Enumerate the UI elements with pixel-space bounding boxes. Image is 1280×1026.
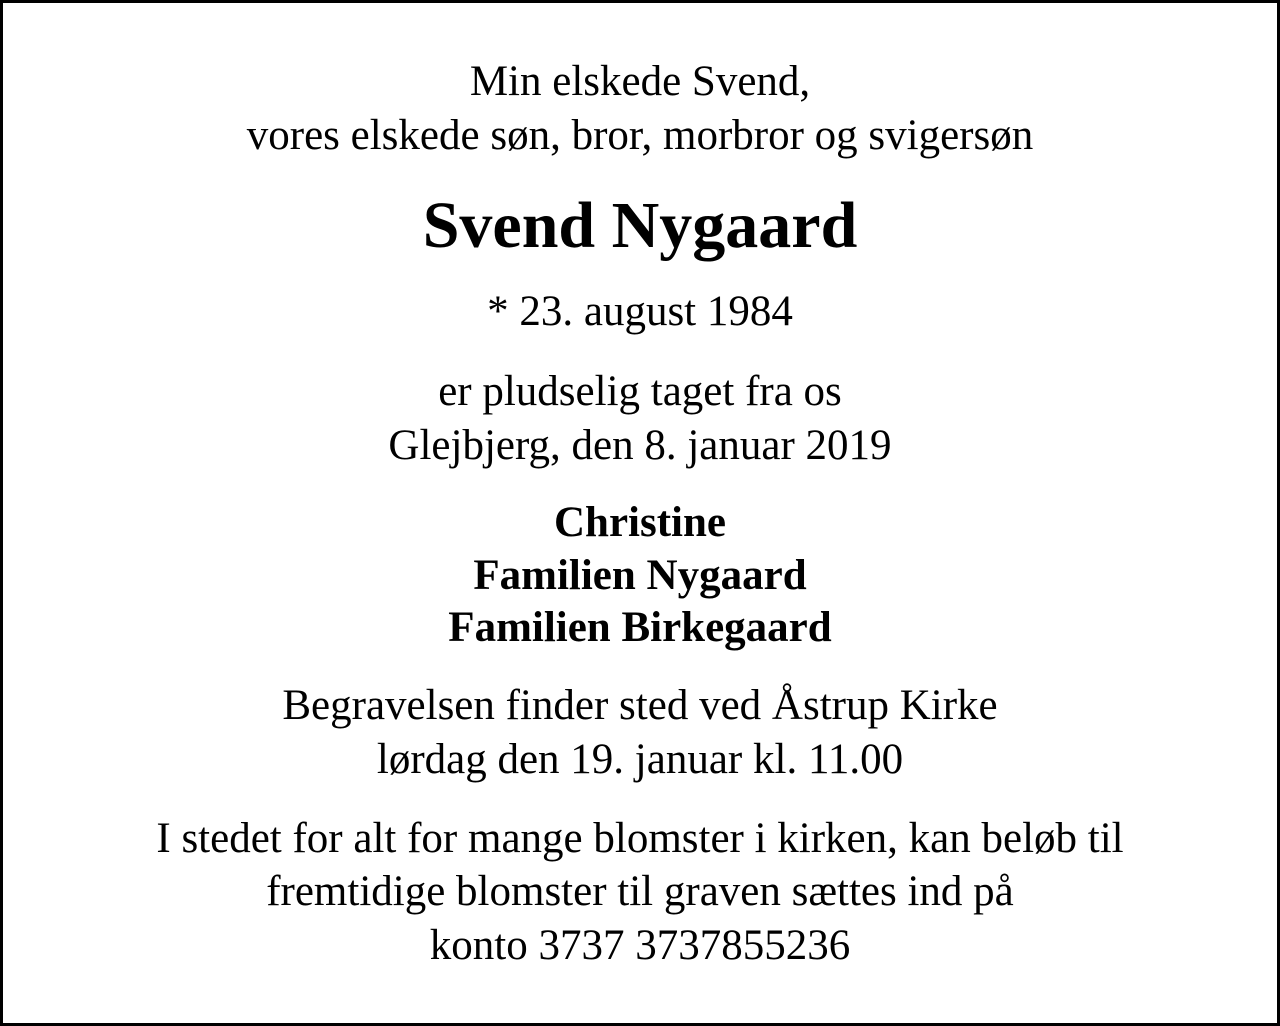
flowers-line-2: fremtidige blomster til graven sættes ind på bbox=[266, 868, 1014, 915]
intro-line-1: Min elskede Svend, bbox=[469, 58, 811, 105]
flowers-line-1: I stedet for alt for mange blomster i kirken, kan beløb til bbox=[156, 815, 1124, 862]
family-member-birkegaard: Familien Birkegaard bbox=[448, 604, 832, 651]
death-line-2: Glejbjerg, den 8. januar 2019 bbox=[388, 422, 892, 469]
intro-line-2: vores elskede søn, bror, morbror og svigersøn bbox=[246, 112, 1034, 159]
account-number: konto 3737 3737855236 bbox=[429, 922, 851, 969]
family-member-nygaard: Familien Nygaard bbox=[473, 552, 807, 599]
death-line-1: er pludselig taget fra os bbox=[438, 368, 842, 415]
family-member-christine: Christine bbox=[554, 499, 726, 546]
funeral-line-1: Begravelsen finder sted ved Åstrup Kirke bbox=[282, 682, 998, 729]
funeral-line-2: lørdag den 19. januar kl. 11.00 bbox=[376, 736, 904, 783]
birth-date: * 23. august 1984 bbox=[487, 288, 793, 335]
deceased-name: Svend Nygaard bbox=[422, 189, 858, 262]
